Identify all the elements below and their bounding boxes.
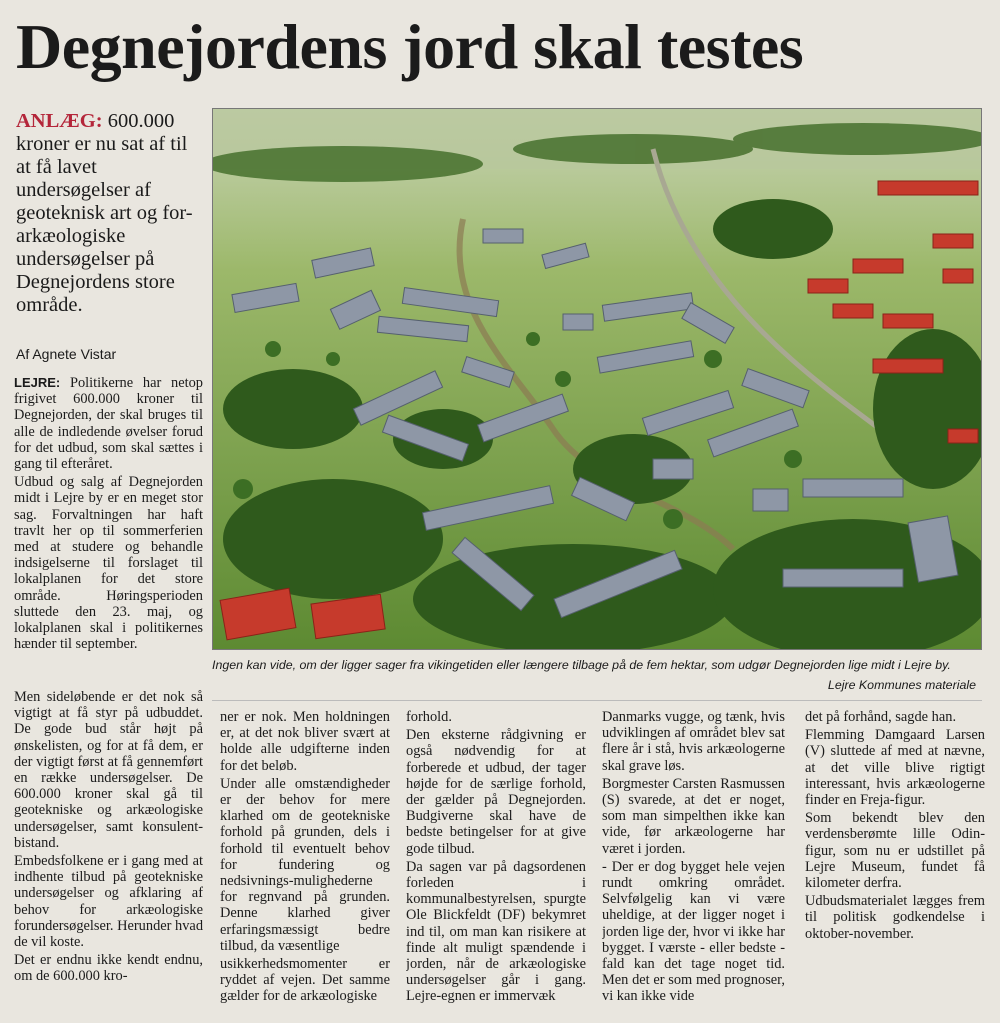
photo-credit: Lejre Kommunes materiale (827, 678, 976, 692)
paragraph: Borgmester Carsten Rasmussen (S) svarede, at det er noget, som man simpelthen ikke kan vide, før arkæologerne har været i jorden. (602, 775, 785, 857)
paragraph: Embedsfolkene er i gang med at indhente tilbud på geotekniske undersøgelser og afklaring af behov for arkæologiske forundersøgelser. Herunder hvad de vil koste. (14, 853, 203, 951)
paragraph: Da sagen var på dagsordenen forleden i kommunalbestyrelsen, spurgte Ole Blickfeldt (DF) bekymret ind til, om man kan risikere at finde alt muligt spændende i jorden, når de arkæologiske undersøgelser går i gang. Lejre-egnen er immervæk (406, 858, 586, 1005)
paragraph: det på forhånd, sagde han. (805, 709, 957, 725)
divider (212, 700, 982, 701)
dateline: LEJRE: (14, 375, 61, 390)
body-column-3 (406, 709, 586, 1009)
byline: Af Agnete Vistar (16, 346, 117, 362)
paragraph: Det er endnu ikke kendt endnu, om de 600.000 kro- (14, 952, 203, 985)
body-column-1 (14, 375, 203, 687)
paragraph: Udbud og salg af Degnejorden midt i Lejre by er en meget stor sag. Forvaltningen har haft travlt her op til sommerferien med at studere og behandle indsigelserne til forslaget til lokalplanen for det store område. Høringsperioden sluttede den 23. maj, og lokalplanen skal i politikernes hænder til september. (14, 474, 203, 653)
paragraph: usikkerhedsmomenter er ryddet af vejen. Det samme gælder for de arkæologiske (220, 956, 390, 1005)
paragraph (14, 375, 203, 472)
paragraph: forhold. (406, 709, 452, 725)
paragraph: Danmarks vugge, og tænk, hvis udviklingen af området blev sat flere år i stå, hvis arkæologerne skal grave løs. (602, 709, 785, 774)
kicker: ANLÆG: (16, 110, 103, 132)
body-column-1-continued (14, 689, 203, 1019)
paragraph: Under alle omstændigheder er der behov for mere klarhed om de geotekniske forhold på grunden, dels i forhold til eventuelt behov for fundering og nedsivnings-mulighederne for regnvand på grunden. Denne klarhed giver erfaringsmæssigt bedre tilbud, da væsentlige (220, 775, 390, 954)
paragraph: - Der er dog bygget hele vejen rundt omkring området. Selvfølgelig kan vi være uheldige, at der ligger noget i jorden lige der, hvor vi ikke har bygget. I værste - eller bedste - fald kan det tage noget tid. Men det er som med prognoser, vi kan ikke vide (602, 858, 785, 1005)
photo-caption: Ingen kan vide, om der ligger sager fra vikingetiden eller længere tilbage på de fem hektar, som udgør Degnejorden lige midt i Lejre by. (212, 658, 951, 672)
lede-text: 600.000 kroner er nu sat af til at få lavet undersøgelser af geoteknisk art og for-arkæologiske undersøgelser på Degnejordens store område. (16, 110, 193, 316)
body-column-4 (602, 709, 785, 1009)
headline: Degnejordens jord skal testes (16, 11, 804, 82)
body-column-2 (220, 709, 390, 1009)
paragraph: Som bekendt blev den verdensberømte lille Odin-figur, som nu er udstillet på Lejre Museum, fundet få kilometer derfra. (805, 810, 985, 892)
paragraph: Den eksterne rådgivning er også nødvendig for at forberede et udbud, der tager højde for de særlige forhold, der gælder på Degnejorden. Budgiverne skal have de bedste betingelser for at give gode tilbud. (406, 727, 586, 857)
paragraph: Flemming Damgaard Larsen (V) sluttede af med at nævne, at det ville blive rigtigt interessant, hvis arkæologerne finder en Freja-figur. (805, 727, 985, 809)
paragraph: Udbudsmaterialet lægges frem til politisk godkendelse i oktober-november. (805, 893, 985, 942)
lede (16, 110, 206, 317)
paragraph-text: Politikerne har netop frigivet 600.000 kroner til Degnejorden, der skal bruges til alle de indledende øvelser forud for det udbud, som skal sættes i gang til efteråret. (14, 375, 203, 473)
body-column-5 (805, 709, 985, 1009)
paragraph: ner er nok. Men holdningen er, at det nok bliver svært at holde alle udgifterne inden for det beløb. (220, 709, 390, 774)
aerial-photo (212, 108, 982, 650)
paragraph: Men sideløbende er det nok så vigtigt at få styr på udbuddet. De gode bud står højt på ønskelisten, og for at få dem, er der vigtigt først at få gennemført en række undersøgelser. De 600.000 kroner skal gå til geotekniske og arkæologiske undersøgelser, samt konsulent-bistand. (14, 689, 203, 851)
